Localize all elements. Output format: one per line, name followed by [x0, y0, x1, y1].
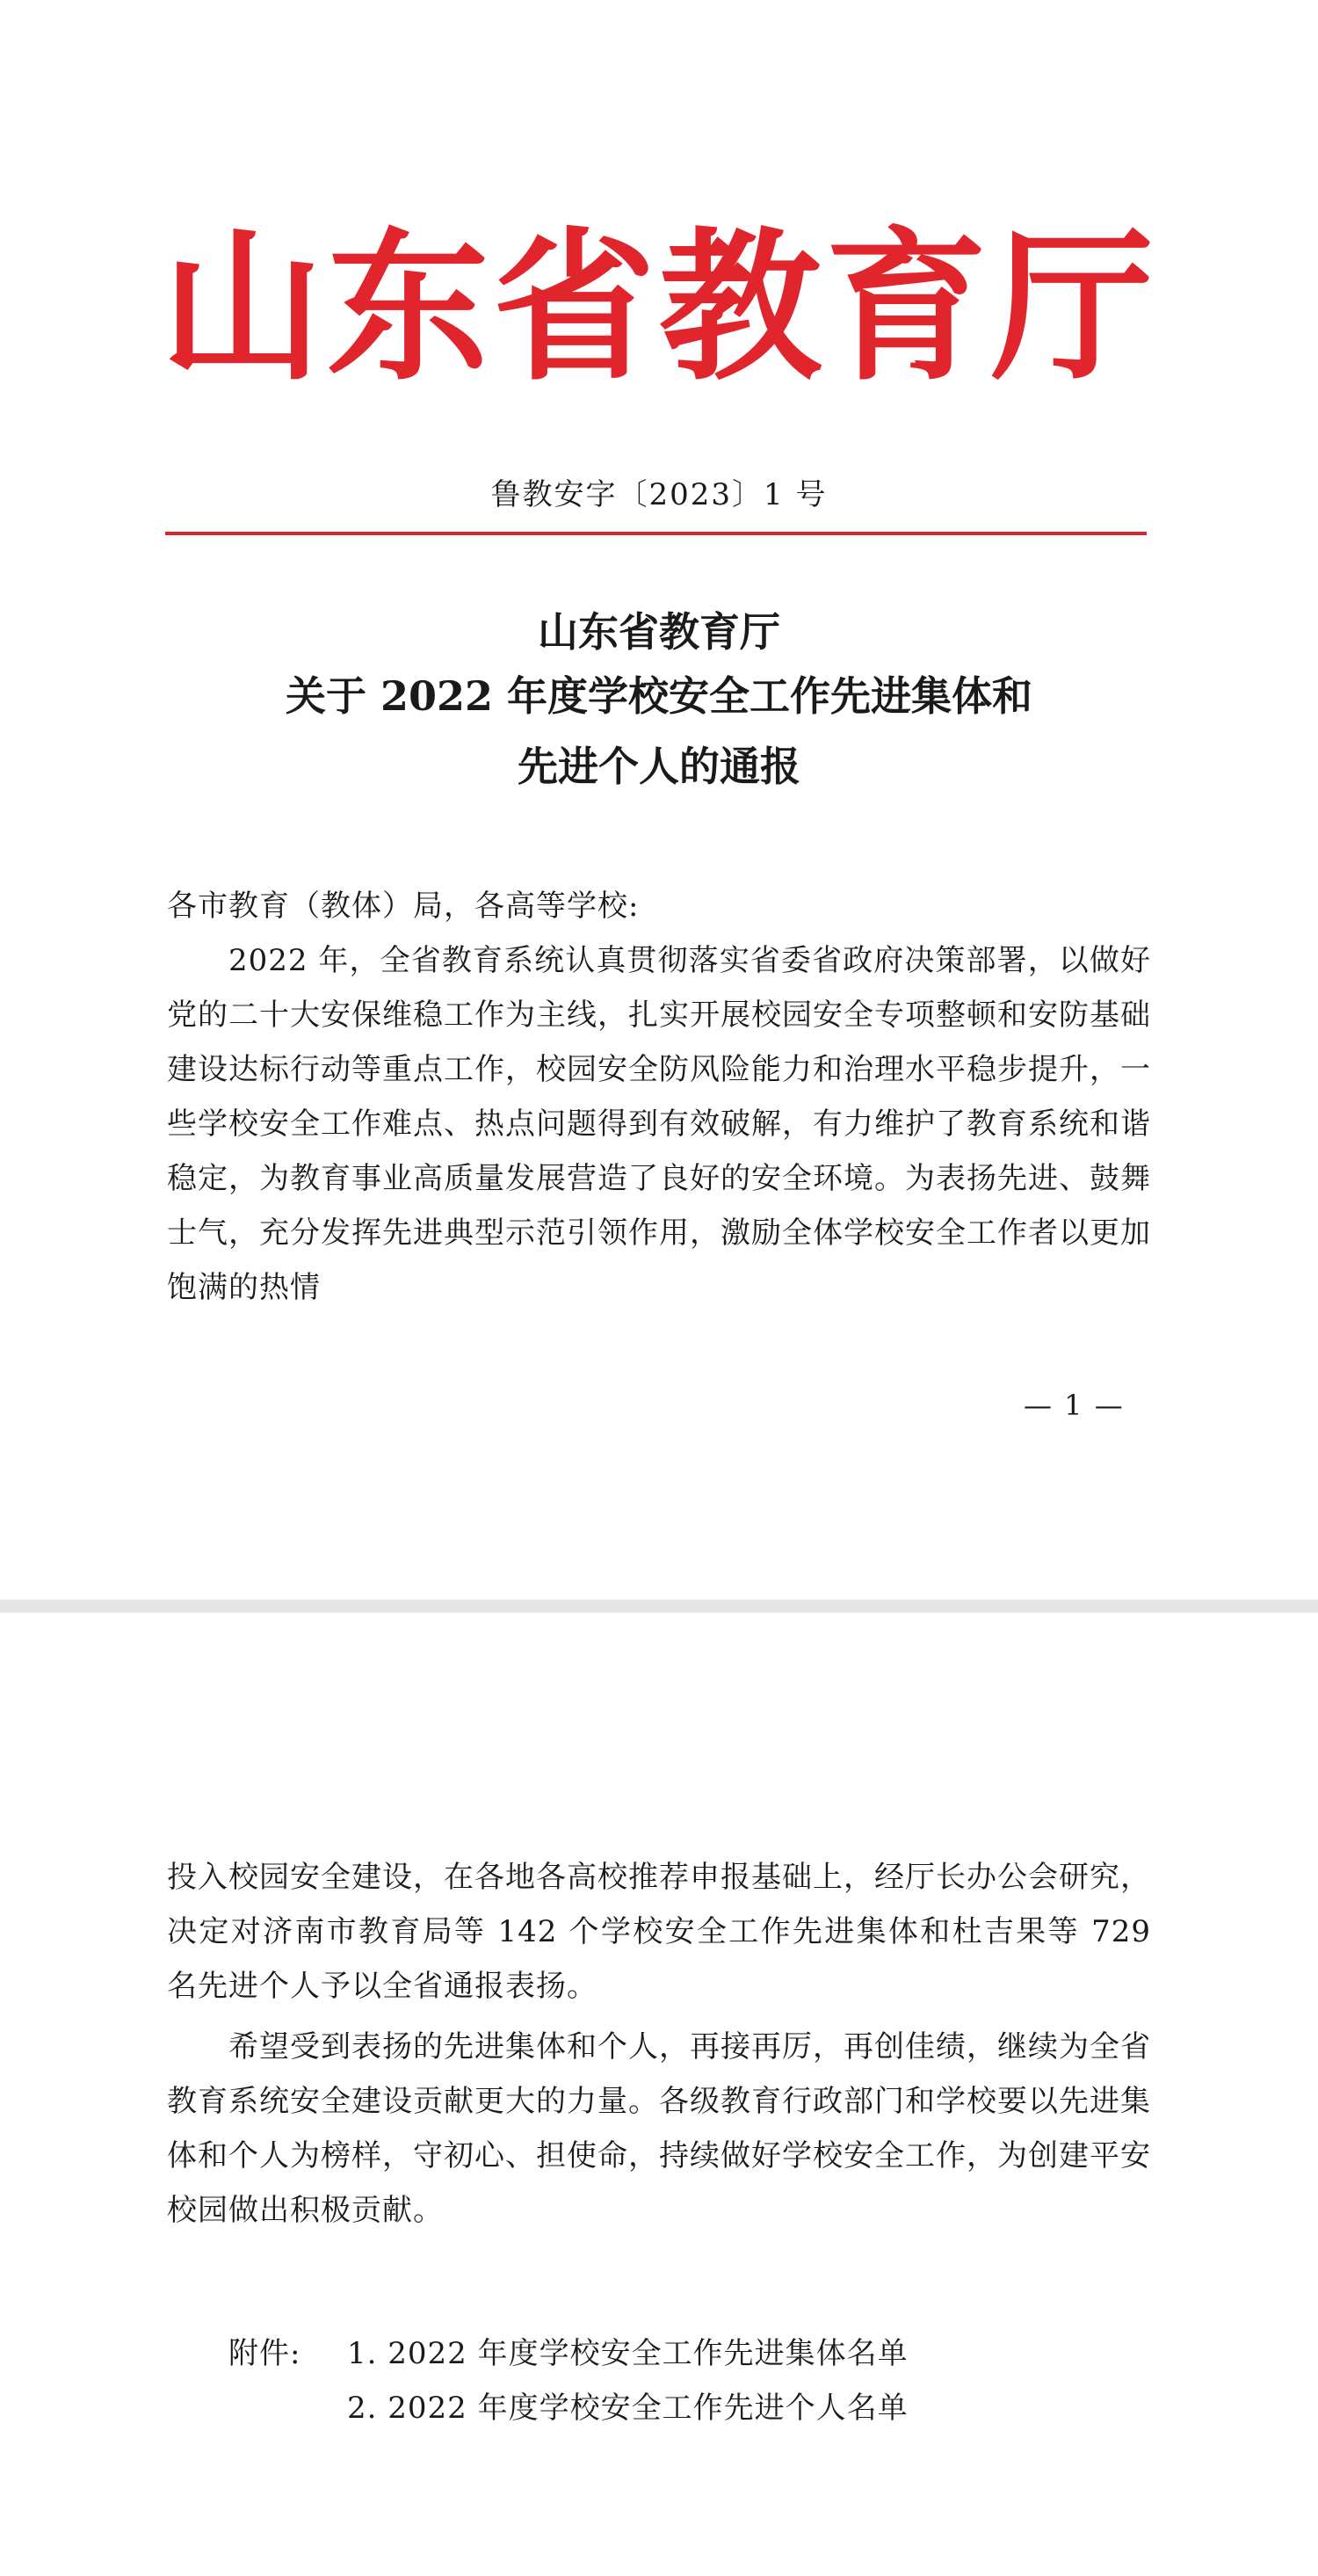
- attachments-label: 附件:: [228, 2336, 301, 2371]
- attachment-item-2: 2. 2022 年度学校安全工作先进个人名单: [347, 2391, 909, 2426]
- body-paragraph-continued: 投入校园安全建设，在各地各高校推荐申报基础上，经厅长办公会研究，决定对济南市教育局等 142 个学校安全工作先进集体和杜吉果等 729 名先进个人予以全省通报表扬。: [167, 1860, 1151, 2004]
- page-number-footer: — 1 —: [1024, 1389, 1125, 1422]
- attachment-item-1: 1. 2022 年度学校安全工作先进集体名单: [347, 2336, 909, 2371]
- notice-title-line-3: 先进个人的通报: [518, 743, 800, 790]
- red-divider-rule: [165, 532, 1147, 535]
- document-page-2: [0, 1613, 1318, 2576]
- page-separator: [0, 1600, 1318, 1613]
- notice-title-line-1: 山东省教育厅: [538, 608, 780, 656]
- document-number: 鲁教安字〔2023〕1 号: [490, 477, 828, 512]
- notice-title-line-2: 关于 2022 年度学校安全工作先进集体和: [285, 672, 1033, 720]
- body-paragraph-1: 2022 年，全省教育系统认真贯彻落实省委省政府决策部署，以做好党的二十大安保维稳工作为主线，扎实开展校园安全专项整顿和安防基础建设达标行动等重点工作，校园安全防风险能力和治理水平稳步提升，一些学校安全工作难点、热点问题得到有效破解，有力维护了教育系统和谐稳定，为教育事业高质量发展营造了良好的安全环境。为表扬先进、鼓舞士气，充分发挥先进典型示范引领作用，激励全体学校安全工作者以更加饱满的热情: [167, 943, 1151, 1305]
- masthead-title: 山东省教育厅: [161, 213, 1157, 403]
- salutation: 各市教育（教体）局，各高等学校:: [167, 889, 640, 924]
- body-paragraph-2: 希望受到表扬的先进集体和个人，再接再厉，再创佳绩，继续为全省教育系统安全建设贡献更大的力量。各级教育行政部门和学校要以先进集体和个人为榜样，守初心、担使命，持续做好学校安全工作，为创建平安校园做出积极贡献。: [167, 2029, 1151, 2228]
